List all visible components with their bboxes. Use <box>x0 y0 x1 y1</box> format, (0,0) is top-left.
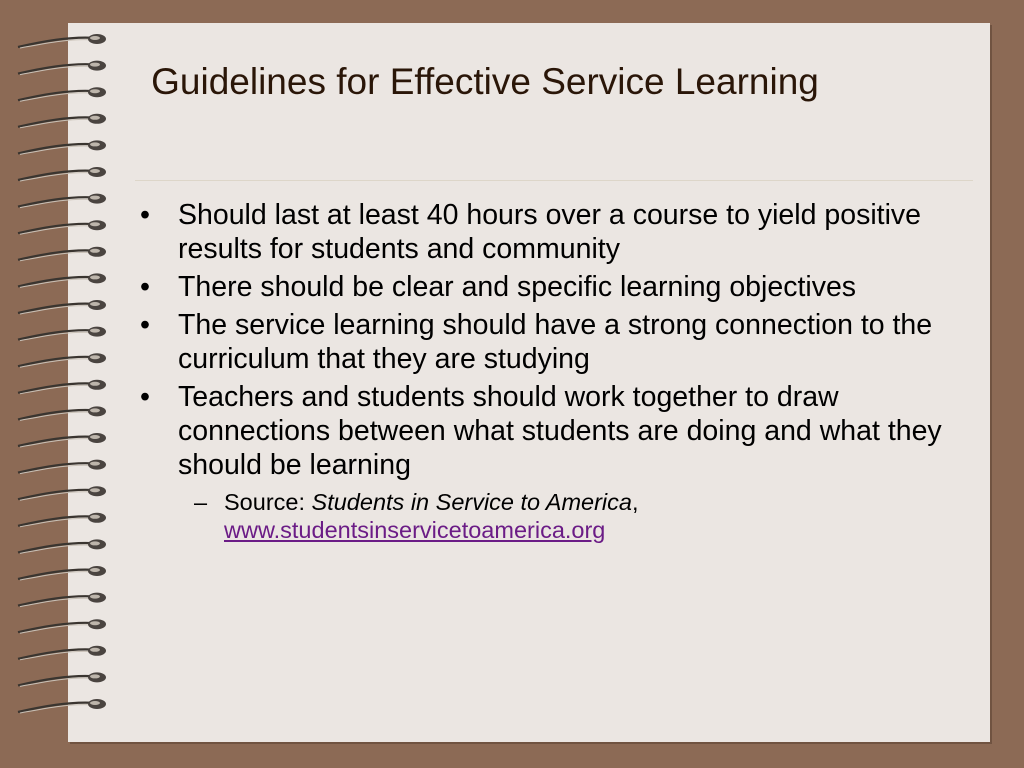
spiral-coil-shine <box>90 382 100 386</box>
title-divider <box>135 180 973 181</box>
bullet-text: The service learning should have a strong connection to the curriculum that they are studying <box>178 309 933 375</box>
spiral-coil-shine <box>90 488 100 492</box>
spiral-coil-shine <box>90 648 100 652</box>
spiral-coil-shine <box>90 36 100 40</box>
spiral-coil-shine <box>90 701 100 705</box>
spiral-coil-shine <box>90 462 100 466</box>
spiral-coil-shine <box>90 196 100 200</box>
spiral-binding-icon <box>0 0 140 768</box>
spiral-coil-shine <box>90 408 100 412</box>
spiral-coil-wire <box>18 703 96 712</box>
spiral-coil-wire <box>18 676 96 685</box>
spiral-coil-wire <box>18 197 96 206</box>
spiral-coil-wire <box>18 623 96 632</box>
spiral-coil-wire <box>18 38 96 47</box>
spiral-coil-wire <box>18 570 96 579</box>
spiral-coil-wire <box>18 144 96 153</box>
spiral-coil-shine <box>90 541 100 545</box>
spiral-coil-shine <box>90 302 100 306</box>
spiral-coil-shine <box>90 249 100 253</box>
spiral-coil-shine <box>90 142 100 146</box>
bullet-list <box>140 198 970 544</box>
spiral-coil-wire <box>18 596 96 605</box>
spiral-coil-wire <box>18 410 96 419</box>
source-citation <box>140 488 970 544</box>
bullet-item <box>140 198 970 266</box>
bullet-text: Should last at least 40 hours over a course to yield positive results for students and community <box>178 199 922 265</box>
spiral-coil-wire <box>18 224 96 233</box>
spiral-coil-wire <box>18 171 96 180</box>
spiral-coil-shine <box>90 595 100 599</box>
spiral-coil-shine <box>90 674 100 678</box>
spiral-coil-wire <box>18 91 96 100</box>
spiral-coil-shine <box>90 275 100 279</box>
spiral-coil-wire <box>18 117 96 126</box>
bullet-marker: • <box>140 381 150 413</box>
spiral-coil-wire <box>18 543 96 552</box>
spiral-coil-wire <box>18 357 96 366</box>
spiral-coil-wire <box>18 516 96 525</box>
spiral-coil-shine <box>90 621 100 625</box>
spiral-coil-wire <box>18 490 96 499</box>
spiral-coil-wire <box>18 330 96 339</box>
bullet-item <box>140 308 970 376</box>
spiral-coil-shine <box>90 515 100 519</box>
bullet-text: Teachers and students should work together to draw connections between what students are doing and what they should be learning <box>178 381 942 481</box>
spiral-coil-shine <box>90 116 100 120</box>
source-prefix: Source: <box>224 489 312 515</box>
bullet-item <box>140 270 970 304</box>
spiral-coil-wire <box>18 250 96 259</box>
spiral-coil-wire <box>18 64 96 73</box>
slide-title: Guidelines for Effective Service Learning <box>151 61 819 102</box>
bullet-text: There should be clear and specific learning objectives <box>178 271 857 303</box>
bullet-marker: • <box>140 309 150 341</box>
spiral-coil-wire <box>18 277 96 286</box>
source-link[interactable]: www.studentsinservicetoamerica.org <box>224 517 606 543</box>
spiral-coil-shine <box>90 435 100 439</box>
spiral-coil-shine <box>90 568 100 572</box>
spiral-coil-wire <box>18 383 96 392</box>
source-separator: , <box>631 489 639 515</box>
spiral-coil-wire <box>18 304 96 313</box>
bullet-marker: • <box>140 199 150 231</box>
spiral-coil-shine <box>90 329 100 333</box>
spiral-coil-wire <box>18 437 96 446</box>
spiral-coil-wire <box>18 649 96 658</box>
bullet-marker: • <box>140 271 150 303</box>
spiral-coil-shine <box>90 222 100 226</box>
source-title: Students in Service to America <box>311 489 632 515</box>
bullet-item <box>140 380 970 482</box>
spiral-coil-shine <box>90 169 100 173</box>
spiral-coil-shine <box>90 355 100 359</box>
spiral-coil-wire <box>18 463 96 472</box>
sub-bullet-marker: – <box>194 489 208 515</box>
